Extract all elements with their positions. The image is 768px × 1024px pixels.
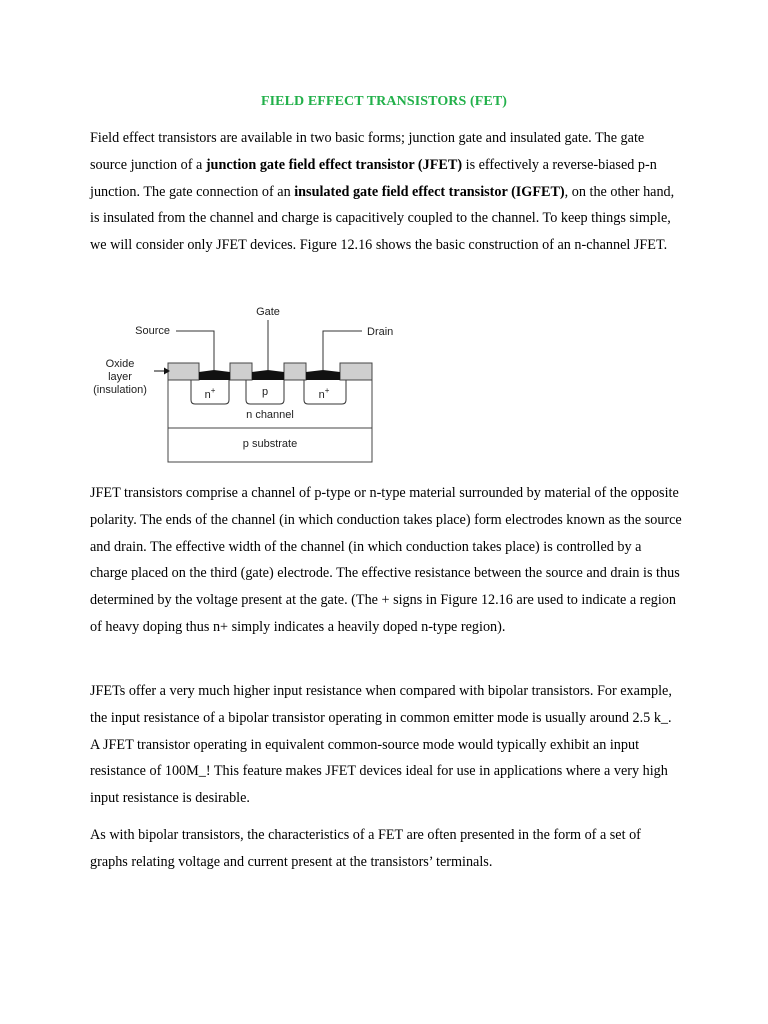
page-title: FIELD EFFECT TRANSISTORS (FET) [260,94,508,109]
intro-text-a: Field effect transistors are available in two basic forms; junction gate and insulated gate. The gate source junction of a [90,130,645,173]
paragraph-characteristics: As with bipolar transistors, the characteristics of a FET are often presented in the form of a set of graphs relating voltage and current present at the transistors’ terminals. [90,827,641,870]
paragraph-input-resistance: JFETs offer a very much higher input resistance when compared with bipolar transistors. For example, the input resistance of a bipolar transistor operating in common emitter mode is usually around 2.5 k_. A JFET transistor operating in equivalent common-source mode would typically exhibit an input resistance of 100M_! This feature makes JFET devices ideal for use in applications where a very high input resistance is desirable. [90,683,672,807]
oxide-segment [230,363,252,380]
oxide-label-line1: Oxide [105,358,135,370]
p-label: p [261,386,269,398]
oxide-segment [168,363,199,380]
jfet-construction-figure [86,300,406,465]
gate-contact [252,370,284,380]
jfet-term: junction gate field effect transistor (JFET) [205,156,463,173]
jfet-diagram [86,300,406,465]
plus-sign: + [210,386,216,395]
p-substrate-label: p substrate [242,438,298,450]
paragraph-jfet-structure: JFET transistors comprise a channel of p-type or n-type material surrounded by material of the opposite polarity. The ends of the channel (in which conduction takes place) form electrodes known as the source and drain. The effective width of the channel (in which conduction takes place) is controlled by a charge placed on the third (gate) electrode. The effective resistance between the source and drain is thus determined by the voltage present at the gate. (The + signs in Figure 12.16 are used to indicate a region of heavy doping thus n+ simply indicates a heavily doped n-type region). [90,485,682,635]
source-label: Source [135,325,170,337]
n-channel-label: n channel [246,409,294,421]
oxide-segment [284,363,306,380]
drain-label: Drain [367,326,394,338]
drain-contact [306,370,340,380]
oxide-label-line2: layer [108,371,132,383]
intro-text-e: , on the other hand, is insulated from the channel and charge is capacitively coupled to the channel. To keep things simple, we will consider only JFET devices. Figure 12.16 shows the basic construction of an n-channel JFET. [90,183,675,254]
intro-text-c: is effectively a reverse-biased p-n junction. The gate connection of an [90,156,657,200]
n-plus-right-label: n [318,389,325,401]
plus-sign: + [324,386,330,395]
gate-label: Gate [256,306,280,318]
igfet-term: insulated gate field effect transistor (IGFET) [294,183,565,200]
paragraph-intro [90,125,682,259]
n-plus-left-label: n [204,389,211,401]
oxide-segment [340,363,372,380]
oxide-label-line3: (insulation) [93,384,147,396]
source-contact [199,370,230,380]
